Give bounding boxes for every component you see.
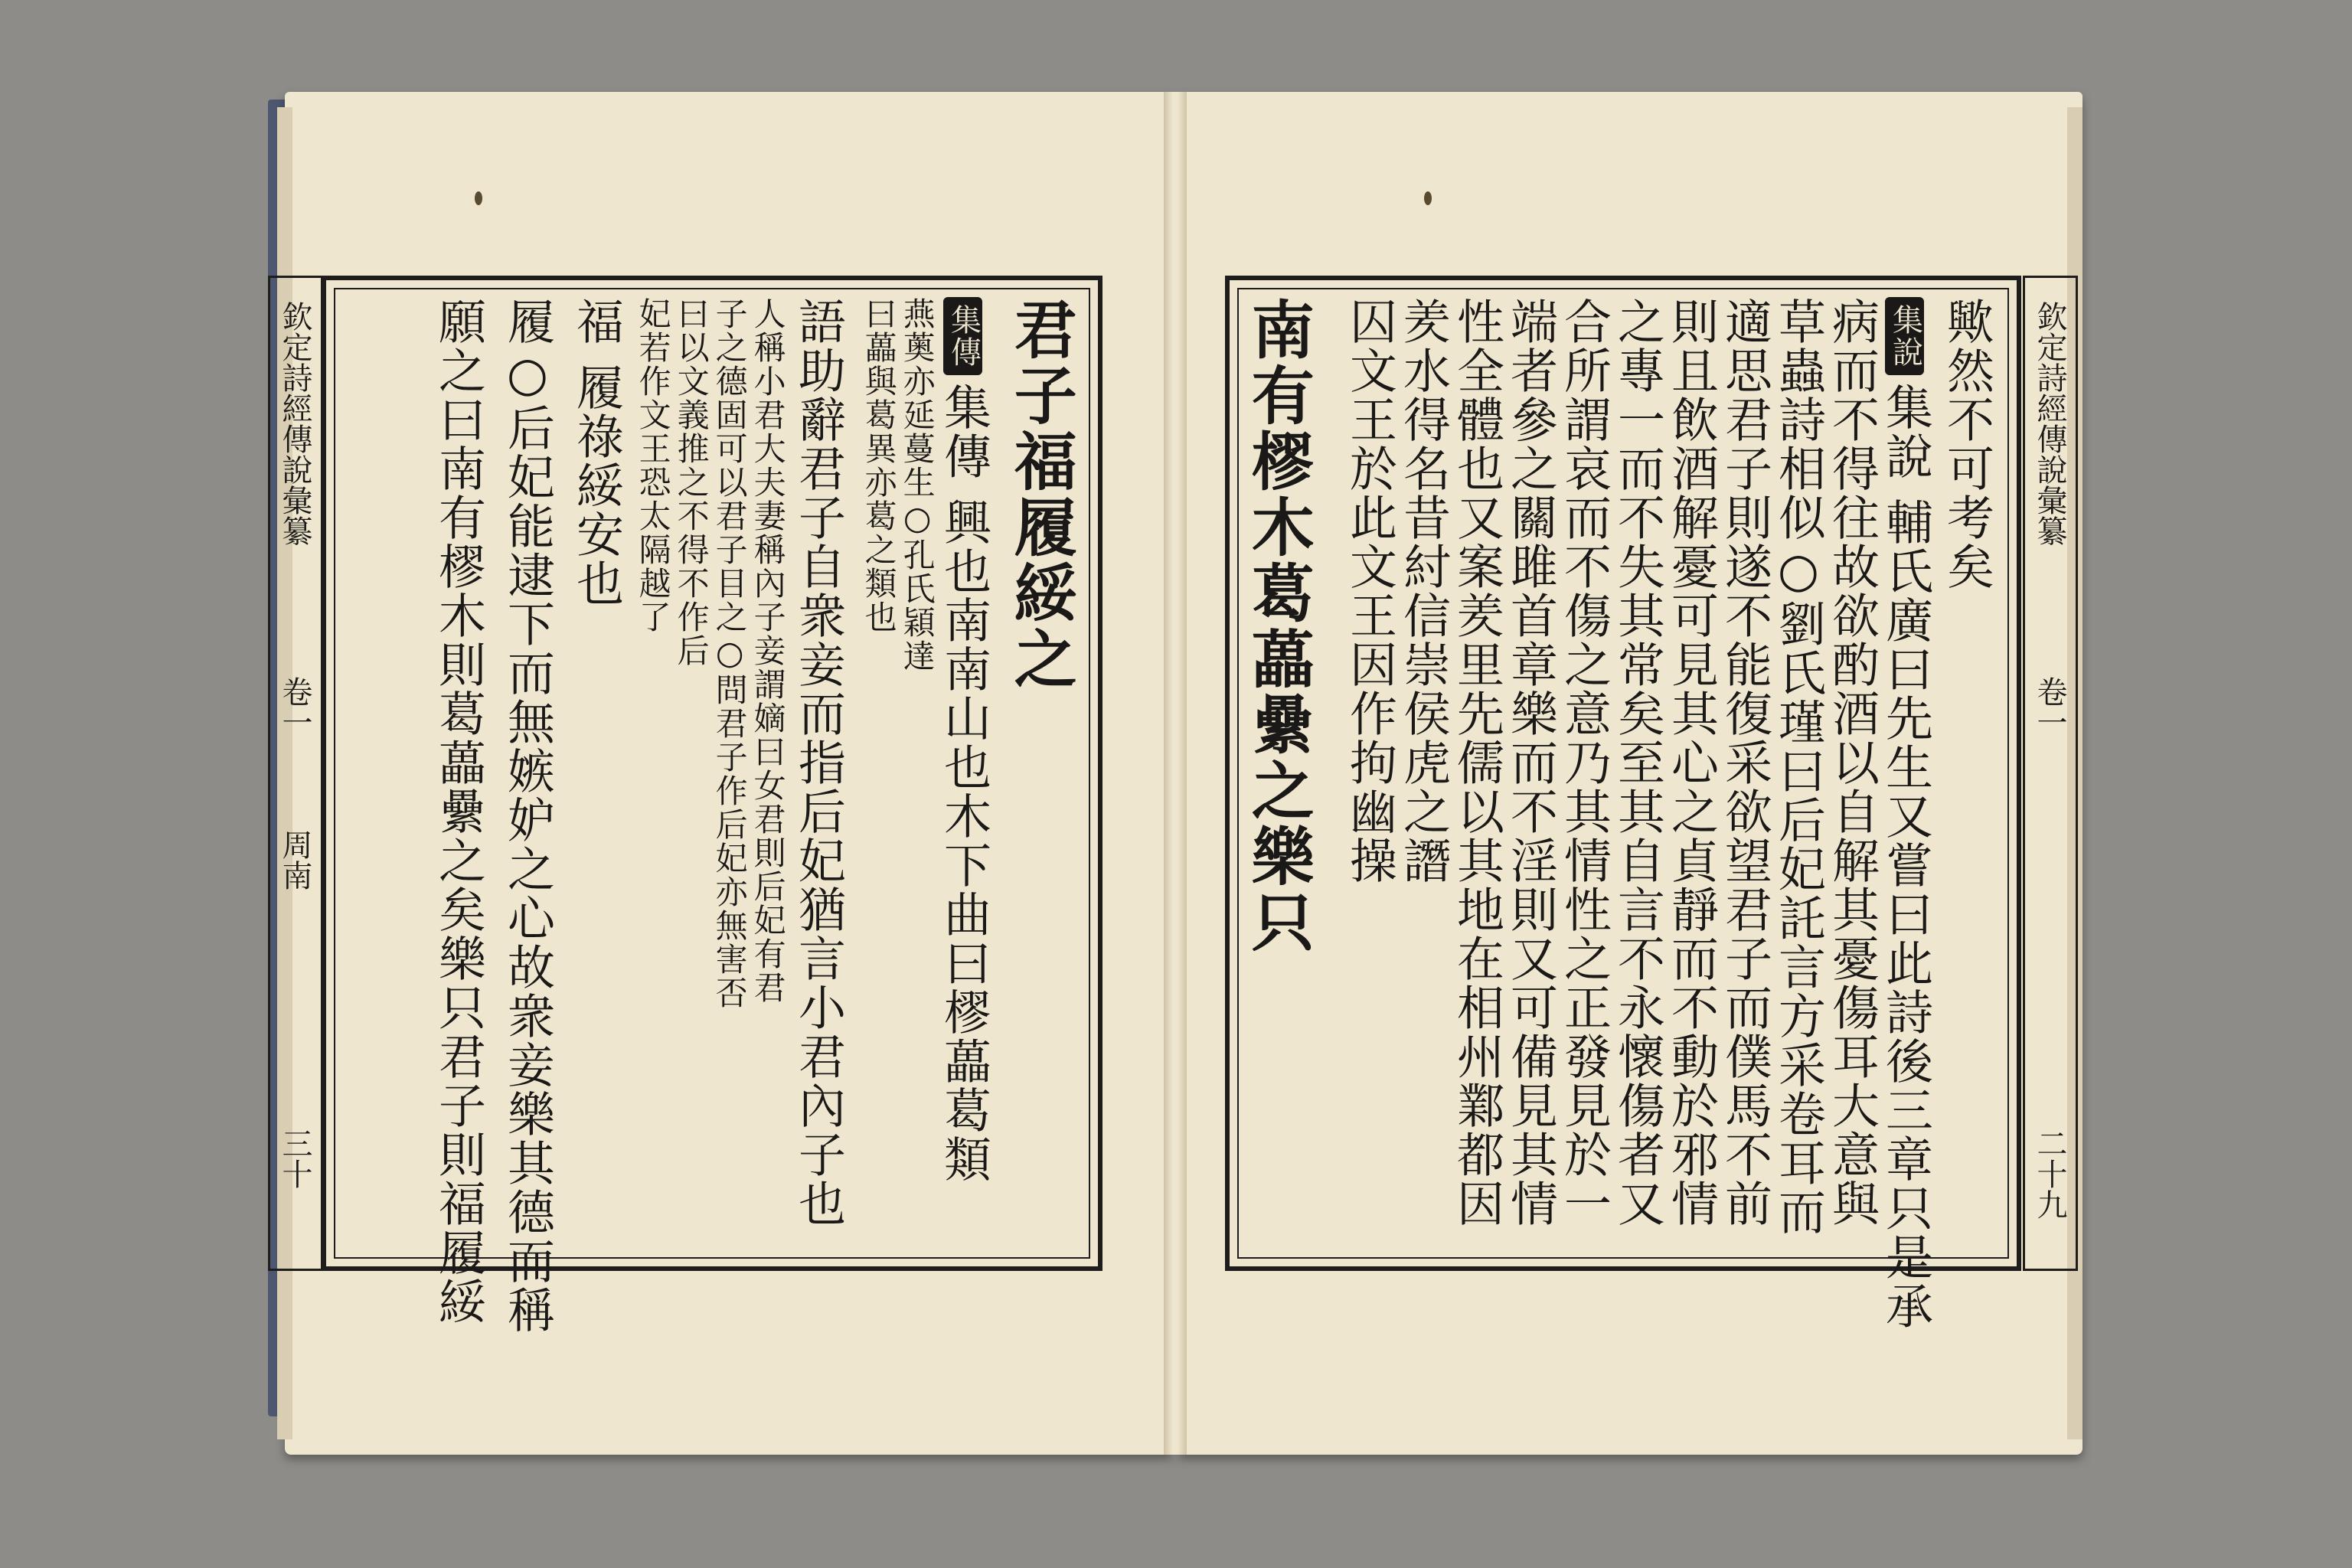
right-col-5: 適思君子則遂不能復采欲望君子而僕馬不前	[1717, 297, 1773, 1228]
left-col-12: 願之曰南有樛木則葛藟纍之矣樂只君子則福履綏	[430, 297, 487, 1326]
left-margin-section: 周南	[277, 829, 312, 890]
left-col-5: 語助辭君子自衆妾而指后妃猶言小君內子也	[790, 297, 847, 1228]
right-col-12: 囚文王於此文王因作拘幽操	[1341, 297, 1398, 885]
left-margin-page-number: 三十	[277, 1128, 312, 1189]
left-col-11: 履○后妃能逮下而無嫉妒之心故衆妾樂其德而稱	[499, 297, 556, 1334]
left-col-3: 燕薁亦延蔓生○孔氏穎達	[898, 297, 936, 673]
right-col-11: 羑水得名昔紂信崇侯虎之譖	[1395, 297, 1452, 885]
right-col-6: 則且飲酒解憂可見其心之貞靜而不動於邪情	[1663, 297, 1720, 1228]
open-book	[268, 84, 2090, 1478]
right-col-2: 集說集說 輔氏廣曰先生又嘗曰此詩後三章只是承	[1880, 297, 1929, 1331]
left-page-text-frame	[322, 276, 1102, 1334]
left-margin-volume: 卷一	[277, 676, 312, 737]
right-col-1: 歟然不可考矣	[1939, 297, 1995, 591]
left-col-4: 曰藟與葛異亦葛之類也	[860, 297, 898, 634]
left-col-7: 子之德固可以君子目之○問君子作后妃亦無害否	[710, 297, 749, 1010]
right-page-margin-strip	[2023, 276, 2078, 1271]
right-margin-volume: 卷一	[2032, 676, 2067, 737]
right-margin-book-title: 欽定詩經傳說彙纂	[2032, 301, 2067, 546]
right-col-10: 性全體也又案羑里先儒以其地在相州鄴都因	[1449, 297, 1505, 1228]
left-col-1-heading: 君子福履綏之	[1004, 297, 1078, 692]
right-margin-page-number: 二十九	[2032, 1128, 2067, 1220]
right-col-4: 草蟲詩相似○劉氏瑾曰后妃託言方采卷耳而	[1770, 297, 1827, 1236]
right-col-7: 之專一而不失其常矣至其自言不永懷傷者又	[1609, 297, 1666, 1228]
right-col-9: 端者參之關雎首章樂而不淫則又可備見其情	[1502, 297, 1559, 1228]
left-col-9: 妃若作文王恐太隔越了	[634, 297, 672, 634]
right-page-text-frame	[1225, 276, 2021, 1331]
book-gutter	[1164, 92, 1187, 1455]
left-col-6: 人稱小君大夫妻稱內子妾謂嫡曰女君則后妃有君	[749, 297, 787, 1004]
right-col-8: 合所謂哀而不傷之意乃其情性之正發見於一	[1556, 297, 1612, 1228]
left-col-2: 集傳集傳 興也南南山也木下曲曰樛藟葛類	[939, 297, 988, 1184]
paper-speck	[1424, 191, 1432, 205]
jizhuan-label-tag: 集傳	[943, 297, 983, 375]
jishuo-label-tag: 集說	[1885, 297, 1925, 375]
paper-speck	[475, 191, 482, 205]
right-col-13-heading: 南有樛木葛藟纍之樂只	[1241, 297, 1315, 956]
right-col-3: 病而不得往故欲酌酒以自解其憂傷耳大意與	[1824, 297, 1880, 1228]
left-margin-book-title: 欽定詩經傳說彙纂	[277, 301, 312, 546]
left-col-10: 福 履祿綏安也	[568, 297, 625, 608]
left-page-margin-strip	[268, 276, 323, 1271]
left-col-8: 曰以文義推之不得不作后	[672, 297, 710, 668]
